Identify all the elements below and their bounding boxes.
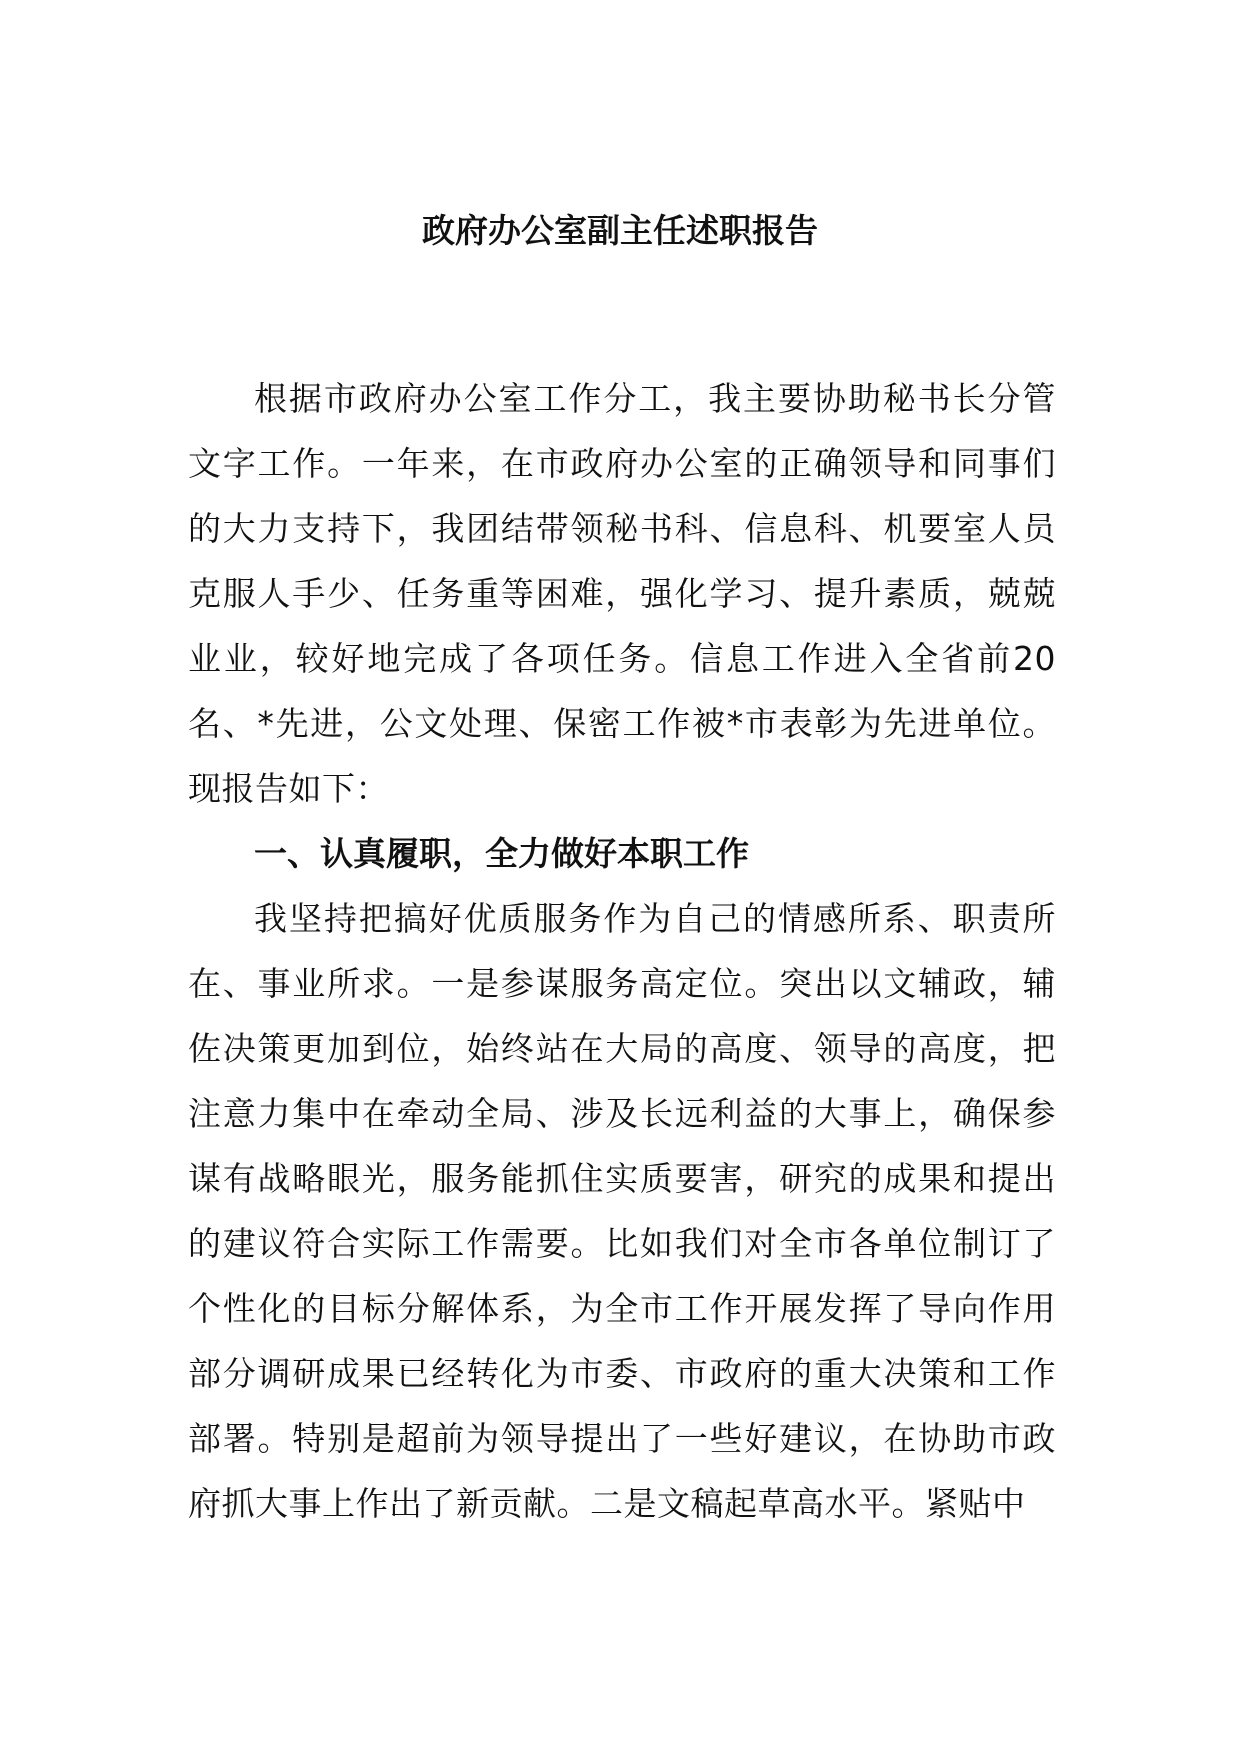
document-body <box>188 366 1056 1536</box>
document-title: 政府办公室副主任述职报告 <box>422 211 818 250</box>
intro-paragraph: 根据市政府办公室工作分工，我主要协助秘书长分管文字工作。一年来，在市政府办公室的正确领导和同事们的大力支持下，我团结带领秘书科、信息科、机要室人员克服人手少、任务重等困难，强化学习、提升素质，兢兢业业，较好地完成了各项任务。信息工作进入全省前20名、*先进，公文处理、保密工作被*市表彰为先进单位。现报告如下： <box>188 379 1056 808</box>
section-heading-1: 一、认真履职，全力做好本职工作 <box>254 834 749 873</box>
section-1-paragraph: 我坚持把搞好优质服务作为自己的情感所系、职责所在、事业所求。一是参谋服务高定位。突出以文辅政，辅佐决策更加到位，始终站在大局的高度、领导的高度，把注意力集中在牵动全局、涉及长远利益的大事上，确保参谋有战略眼光，服务能抓住实质要害，研究的成果和提出的建议符合实际工作需要。比如我们对全市各单位制订了个性化的目标分解体系，为全市工作开展发挥了导向作用部分调研成果已经转化为市委、市政府的重大决策和工作部署。特别是超前为领导提出了一些好建议，在协助市政府抓大事上作出了新贡献。二是文稿起草高水平。紧贴中 <box>188 899 1056 1523</box>
